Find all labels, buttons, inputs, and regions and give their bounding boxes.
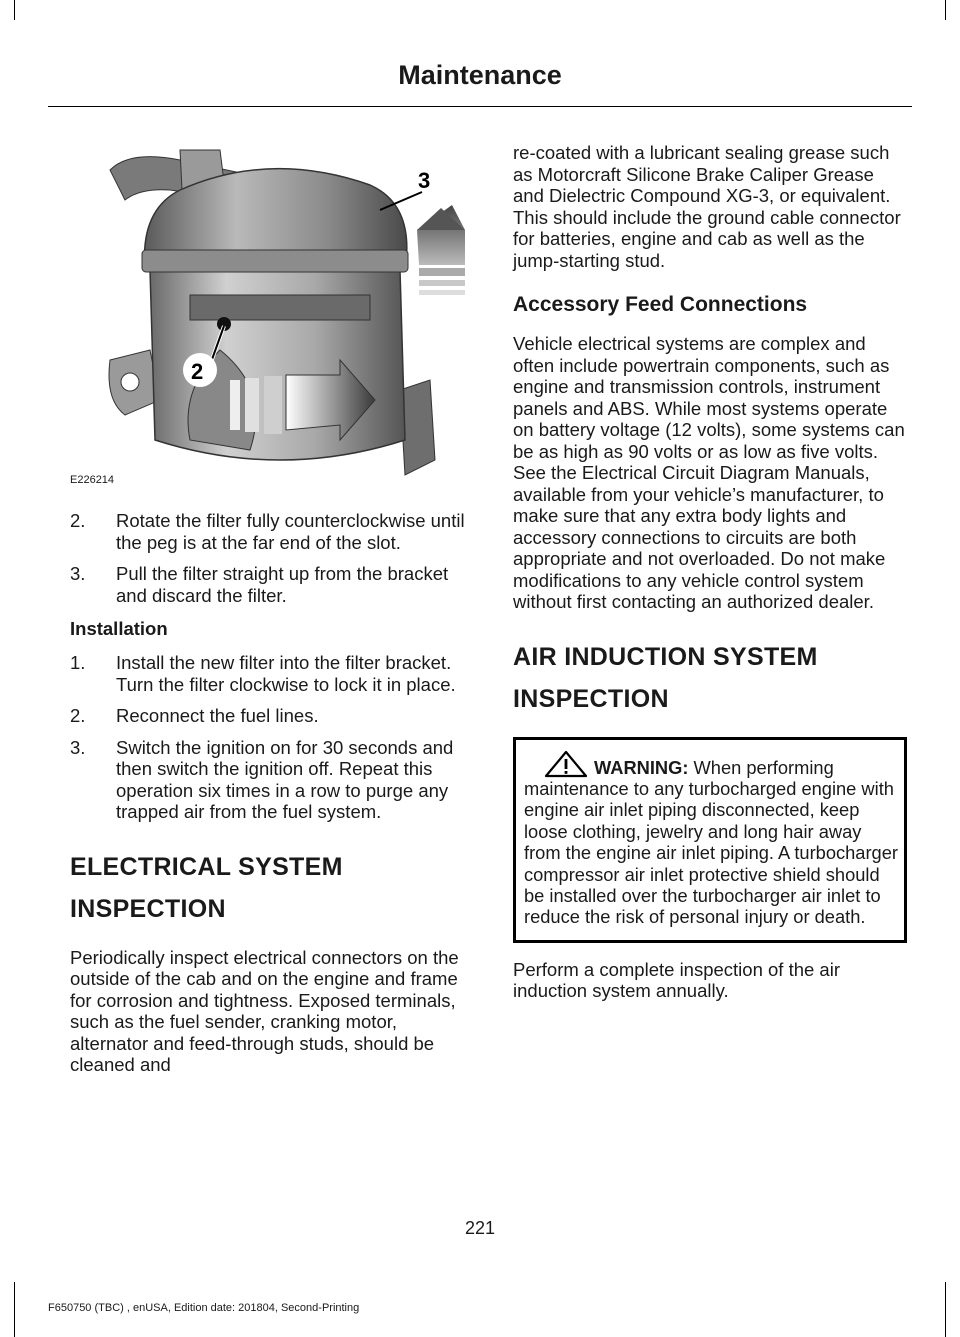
crop-mark-bottom-right-v xyxy=(945,1282,946,1337)
list-item: 3. Pull the filter straight up from the bracket and discard the filter. xyxy=(70,563,449,606)
crop-mark-top-left-v xyxy=(14,0,15,20)
list-item: 1. Install the new filter into the filter bracket. Turn the filter clockwise to lock it in place. xyxy=(70,652,456,695)
page-number: 221 xyxy=(464,1218,496,1238)
left-column xyxy=(70,130,476,1076)
warning-triangle-icon xyxy=(544,750,588,778)
removal-steps-list xyxy=(70,510,476,606)
continued-paragraph: re-coated with a lubricant sealing grease such as Motorcraft Silicone Brake Caliper Grease and Dielectric Compound XG-3, or equivalent. This should include the ground cable connector for batteries, engine and cab as well as the jump-starting stud. xyxy=(513,142,901,271)
air-induction-section-title: AIR INDUCTION SYSTEM INSPECTION xyxy=(513,642,818,713)
electrical-paragraph: Periodically inspect electrical connectors on the outside of the cab and on the engine and frame for corrosion and tightness. Exposed terminals, such as the fuel sender, cranking motor, alternator and feed-through studs, should be cleaned and xyxy=(70,946,459,1075)
header-divider xyxy=(48,106,912,107)
list-item: 3. Switch the ignition on for 30 seconds and then switch the ignition off. Repeat this operation six times in a row to purge any trapped air from the fuel system. xyxy=(70,736,454,822)
page-title: Maintenance xyxy=(398,60,562,90)
installation-steps-list xyxy=(70,652,476,823)
installation-heading: Installation xyxy=(70,618,168,639)
fuel-filter-illustration xyxy=(70,130,476,490)
callout-2: 2 xyxy=(191,359,204,384)
edition-info: F650750 (TBC) , enUSA, Edition date: 201804, Second-Printing xyxy=(48,1302,360,1314)
fuel-filter-figure xyxy=(70,130,476,490)
figure-code: E226214 xyxy=(70,474,115,486)
list-item: 2. Rotate the filter fully counterclockwise until the peg is at the far end of the slot. xyxy=(70,510,465,553)
warning-text: When performing maintenance to any turbocharged engine with engine air inlet piping disconnected, keep loose clothing, jewelry and long hair away from the engine air inlet piping. A turbocharger compressor air inlet protective shield should be installed over the turbocharger air inlet to reduce the risk of personal injury or death. xyxy=(524,756,898,928)
right-column xyxy=(513,142,909,1002)
crop-mark-top-right-v xyxy=(945,0,946,20)
crop-mark-bottom-left-v xyxy=(14,1282,15,1337)
list-item: 2. Reconnect the fuel lines. xyxy=(70,705,319,726)
callout-3: 3 xyxy=(418,168,431,193)
accessory-heading: Accessory Feed Connections xyxy=(513,293,808,316)
electrical-section-title: ELECTRICAL SYSTEM INSPECTION xyxy=(70,852,343,923)
warning-label: WARNING: xyxy=(594,756,689,778)
air-induction-paragraph: Perform a complete inspection of the air induction system annually. xyxy=(513,958,840,1002)
accessory-paragraph: Vehicle electrical systems are complex and often include powertrain components, such as engine and transmission controls, instrument panels and ABS. While most systems operate on battery voltage (12 volts), some systems can be as high as 90 volts or as low as five volts. See the Electrical Circuit Diagram Manuals, available from your vehicle’s manufacturer, to make sure that any extra body lights and accessory connections to circuits are both appropriate and not overloaded. Do not make modifications to any vehicle control system without first contacting an authorized dealer. xyxy=(513,333,905,612)
warning-box xyxy=(513,737,907,943)
